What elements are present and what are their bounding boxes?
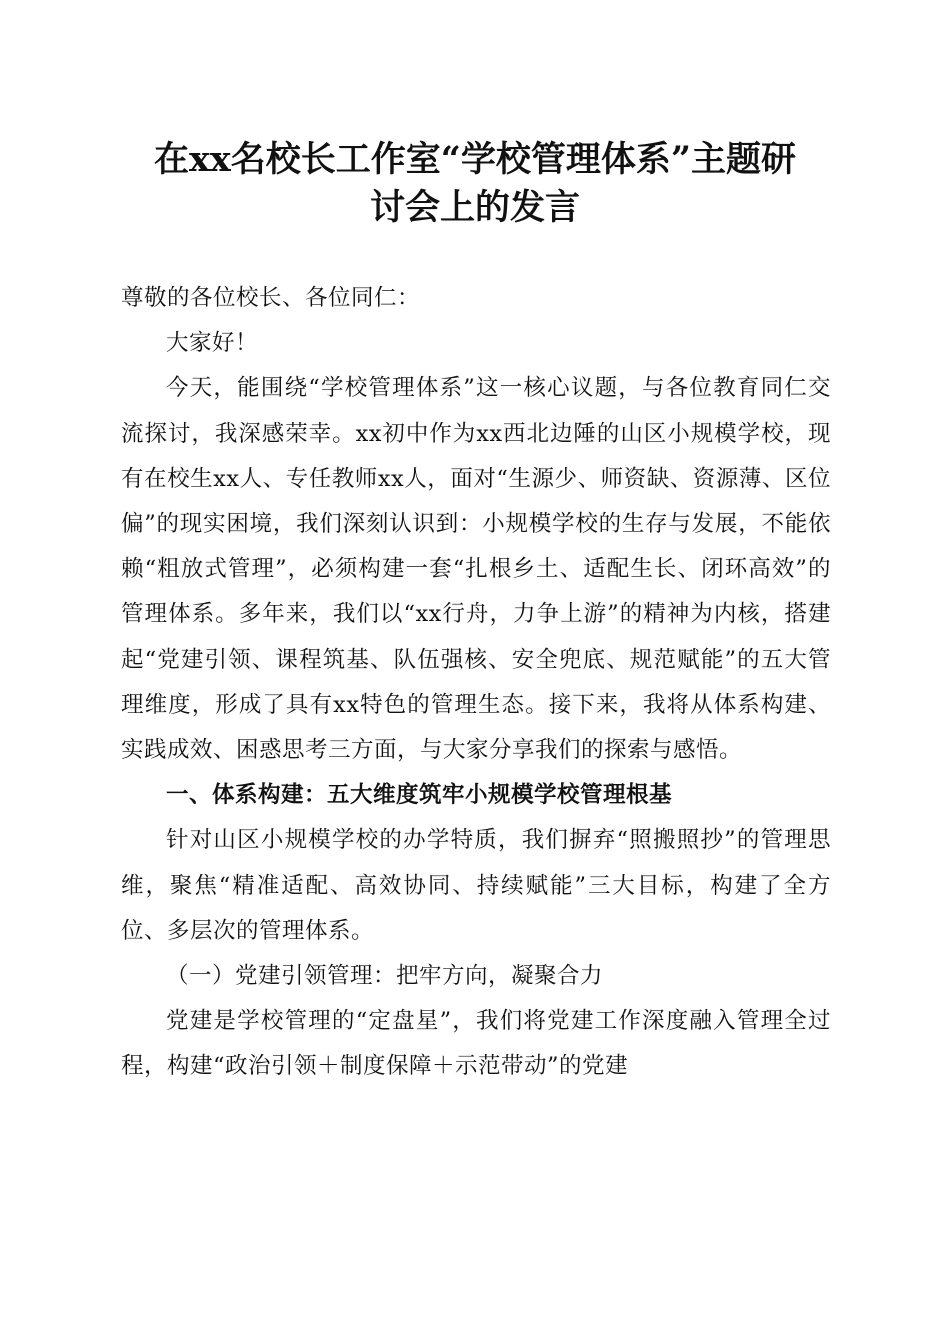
document-body	[121, 276, 831, 1090]
title-line-1: 在xx名校长工作室“学校管理体系”主题研	[154, 139, 796, 180]
salutation: 尊敬的各位校长、各位同仁：	[121, 285, 421, 311]
intro-paragraph: 今天，能围绕“学校管理体系”这一核心议题，与各位教育同仁交流探讨，我深感荣幸。xx初中作为xx西北边陲的山区小规模学校，现有在校生xx人、专任教师xx人，面对“生源少、师资缺、资源薄、区位偏”的现实困境，我们深刻认识到：小规模学校的生存与发展，不能依赖“粗放式管理”，必须构建一套“扎根乡土、适配生长、闭环高效”的管理体系。多年来，我们以“xx行舟，力争上游”的精神为内核，搭建起“党建引领、课程筑基、队伍强核、安全兜底、规范赋能”的五大管理维度，形成了具有xx特色的管理生态。接下来，我将从体系构建、实践成效、困惑思考三方面，与大家分享我们的探索与感悟。	[121, 375, 831, 764]
greeting: 大家好！	[166, 330, 259, 357]
section-heading-1: 一、体系构建：五大维度筑牢小规模学校管理根基	[166, 782, 673, 809]
document-title	[100, 136, 850, 232]
subsection-1-paragraph: 党建是学校管理的“定盘星”，我们将党建工作深度融入管理全过程，构建“政治引领＋制度保障＋示范带动”的党建	[121, 1008, 831, 1080]
section-1-paragraph: 针对山区小规模学校的办学特质，我们摒弃“照搬照抄”的管理思维，聚焦“精准适配、高效协同、持续赋能”三大目标，构建了全方位、多层次的管理体系。	[121, 827, 831, 944]
title-line-2: 讨会上的发言	[369, 187, 580, 228]
subsection-heading-1: （一）党建引领管理：把牢方向，凝聚合力	[166, 963, 604, 990]
